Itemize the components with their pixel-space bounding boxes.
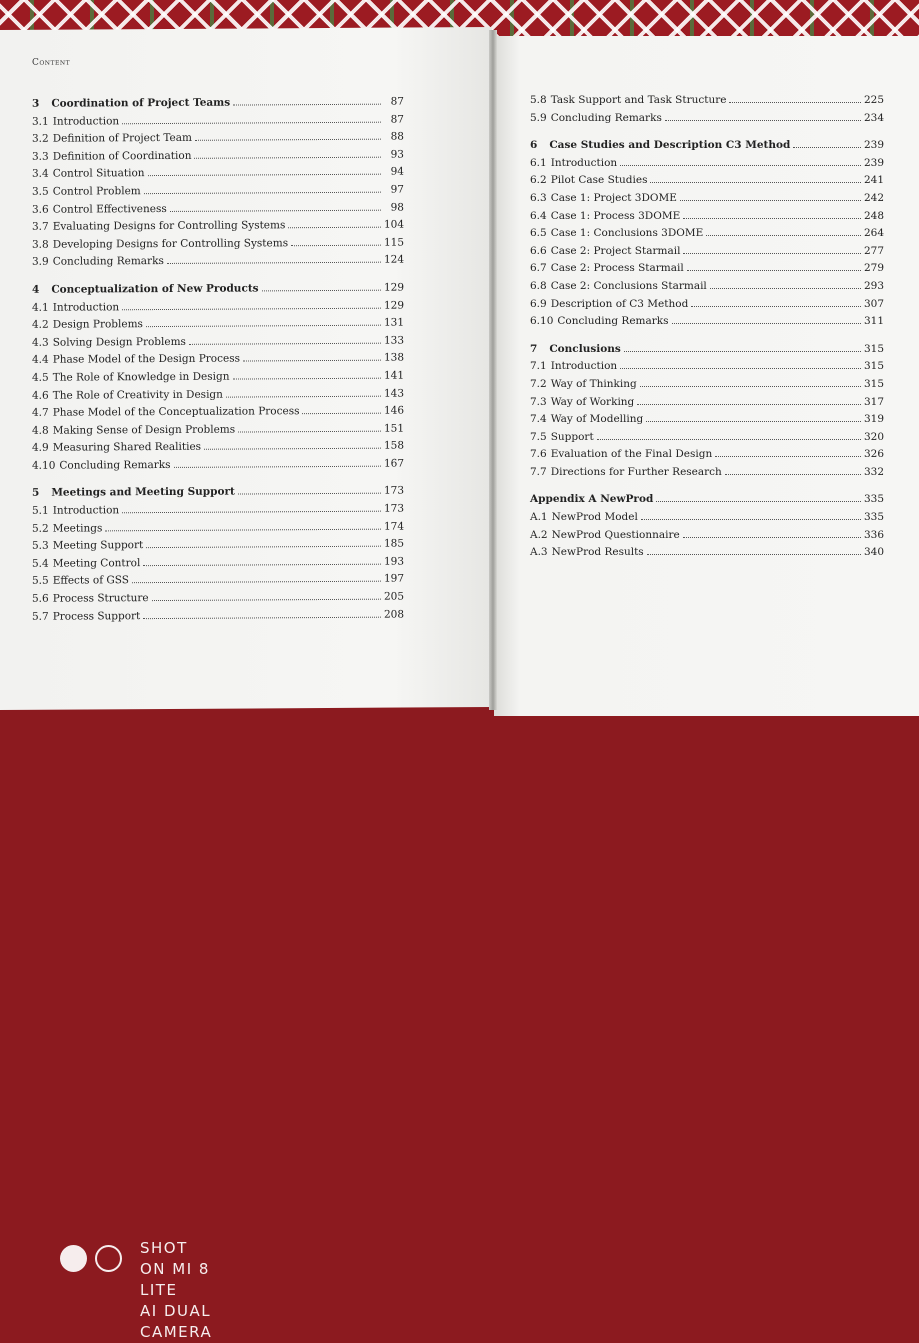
toc-entry-number: 5 [32, 487, 40, 500]
toc-leader-dots [238, 493, 381, 495]
toc-section-entry [32, 201, 404, 221]
toc-section-entry [530, 174, 884, 192]
book-gutter [489, 30, 497, 710]
toc-entry-number: 5.9 [530, 111, 547, 124]
toc-leader-dots [302, 413, 381, 414]
toc-entry-number: 3.5 [32, 185, 49, 198]
toc-section-entry [32, 299, 404, 319]
toc-entry-number: 4.9 [32, 441, 49, 455]
toc-entry-page: 173 [384, 502, 405, 515]
toc-section-entry [530, 360, 884, 378]
toc-leader-dots [620, 368, 861, 369]
toc-entry-page: 336 [864, 528, 885, 541]
toc-leader-dots [144, 192, 381, 194]
toc-entry-page: 151 [384, 422, 405, 435]
right-page [494, 36, 919, 716]
toc-entry-page: 133 [384, 334, 405, 347]
toc-entry-page: 239 [864, 139, 885, 152]
toc-entry-page: 97 [390, 183, 404, 196]
toc-entry-page: 167 [384, 457, 405, 470]
toc-entry-title: NewProd Results [551, 546, 644, 559]
toc-entry-number: 6.10 [530, 315, 554, 328]
toc-entry-page: 146 [384, 404, 405, 417]
toc-leader-dots [194, 156, 381, 158]
toc-entry-number: 3 [32, 97, 40, 110]
toc-leader-dots [243, 360, 381, 362]
toc-entry-title: Meetings [52, 522, 103, 535]
toc-leader-dots [680, 200, 861, 201]
toc-leader-dots [148, 174, 381, 176]
toc-leader-dots [706, 235, 861, 236]
toc-section-entry [32, 113, 404, 133]
toc-leader-dots [647, 554, 861, 555]
toc-entry-title: Solving Design Problems [52, 335, 186, 349]
toc-entry-number: 7.6 [530, 448, 547, 461]
toc-entry-number: 7 [530, 342, 538, 355]
toc-entry-number: 3.3 [32, 150, 49, 163]
toc-leader-dots [288, 227, 381, 229]
toc-entry-title: Case 2: Process Starmail [550, 262, 684, 275]
toc-entry-page: 326 [864, 448, 885, 461]
toc-leader-dots [226, 395, 381, 397]
toc-entry-number: A.2 [530, 528, 548, 541]
watermark-dot-icon [60, 1245, 87, 1272]
toc-chapter-entry [530, 139, 884, 157]
toc-entry-page: 320 [864, 430, 885, 443]
toc-section-entry [32, 422, 404, 442]
toc-entry-title: Introduction [52, 504, 120, 517]
toc-section-entry [32, 184, 404, 204]
toc-leader-dots [132, 581, 381, 584]
toc-section-entry [32, 538, 404, 558]
toc-section-entry [32, 503, 404, 523]
toc-entry-page: 332 [864, 465, 885, 478]
toc-entry-number: 5.5 [32, 575, 49, 588]
toc-entry-page: 185 [384, 537, 405, 550]
toc-entry-number: 6.9 [530, 297, 547, 310]
toc-entry-number: A.1 [530, 511, 548, 524]
toc-section-entry [32, 608, 404, 628]
toc-section-entry [32, 387, 404, 407]
toc-entry-title: Conceptualization of New Products [51, 282, 259, 296]
toc-entry-page: 335 [864, 511, 885, 524]
toc-entry-title: Case Studies and Description C3 Method [549, 139, 791, 152]
toc-section-entry [32, 369, 404, 389]
toc-entry-title: Support [550, 430, 594, 443]
toc-leader-dots [291, 244, 381, 246]
toc-leader-dots [793, 147, 861, 148]
toc-section-entry [530, 466, 884, 484]
toc-entry-title: NewProd Model [551, 511, 638, 524]
toc-section-entry [530, 413, 884, 431]
toc-entry-number: 4.3 [32, 336, 49, 349]
toc-entry-number: 5.1 [32, 504, 49, 517]
toc-leader-dots [641, 519, 861, 520]
toc-leader-dots [725, 474, 861, 475]
toc-section-entry [32, 573, 404, 593]
toc-entry-number: 5.7 [32, 610, 49, 623]
toc-entry-title: Evaluating Designs for Controlling Systems [52, 219, 286, 233]
toc-section-entry [530, 192, 884, 210]
toc-entry-title: The Role of Creativity in Design [52, 388, 223, 402]
toc-leader-dots [597, 439, 861, 440]
toc-entry-title: Task Support and Task Structure [550, 94, 727, 106]
toc-entry-title: Definition of Coordination [52, 149, 192, 163]
toc-entry-number: 4.5 [32, 371, 49, 384]
toc-section-entry [32, 440, 404, 460]
toc-entry-page: 88 [390, 130, 404, 143]
toc-section-entry [530, 431, 884, 449]
toc-section-entry [32, 317, 404, 337]
toc-entry-title: Definition of Project Team [52, 132, 192, 145]
toc-entry-page: 317 [864, 395, 885, 408]
toc-section-entry [530, 210, 884, 228]
toc-entry-page: 94 [390, 165, 404, 178]
toc-leader-dots [262, 290, 381, 292]
toc-entry-page: 277 [864, 244, 885, 257]
toc-entry-title: Concluding Remarks [557, 315, 669, 328]
toc-leader-dots [650, 182, 861, 183]
toc-entry-title: Meeting Support [52, 539, 144, 552]
toc-left [32, 86, 404, 628]
toc-section-entry [530, 112, 884, 130]
toc-entry-number: 6.4 [530, 209, 547, 222]
toc-section-entry [32, 352, 404, 372]
toc-entry-page: 315 [864, 360, 885, 373]
toc-section-entry [32, 219, 404, 239]
toc-entry-title: The Role of Knowledge in Design [52, 370, 230, 384]
toc-entry-page: 208 [384, 608, 405, 621]
toc-entry-number: 6 [530, 139, 538, 152]
toc-entry-title: Design Problems [52, 318, 143, 331]
toc-leader-dots [656, 501, 861, 502]
toc-leader-dots [143, 564, 381, 566]
toc-entry-title: Conclusions [549, 342, 621, 355]
toc-entry-number: 7.1 [530, 360, 547, 373]
toc-leader-dots [152, 599, 381, 601]
toc-section-entry [530, 448, 884, 466]
watermark-ring-icon [95, 1245, 122, 1272]
watermark-line2: AI DUAL CAMERA [140, 1302, 213, 1341]
toc-entry-title: Control Effectiveness [52, 202, 167, 216]
toc-entry-page: 242 [864, 191, 885, 204]
toc-entry-title: Process Support [52, 609, 141, 623]
toc-entry-title: Phase Model of the Conceptualization Process [52, 405, 300, 419]
toc-leader-dots [122, 307, 381, 310]
toc-section-entry [530, 529, 884, 547]
toc-entry-title: Concluding Remarks [550, 111, 662, 124]
toc-entry-title: Introduction [52, 300, 120, 314]
toc-entry-page: 248 [864, 209, 885, 222]
toc-section-entry [32, 334, 404, 354]
toc-section-entry [32, 236, 404, 256]
toc-entry-number: 4.10 [32, 459, 56, 472]
toc-entry-title: Introduction [550, 156, 618, 169]
toc-entry-number: 6.5 [530, 227, 547, 240]
toc-entry-title: Case 2: Project Starmail [550, 244, 681, 257]
toc-entry-number: 4.7 [32, 406, 49, 419]
toc-chapter-entry [530, 343, 884, 361]
toc-entry-page: 115 [384, 236, 405, 249]
toc-section-entry [530, 315, 884, 333]
toc-entry-page: 124 [384, 253, 405, 266]
toc-entry-number: 3.1 [32, 115, 49, 128]
toc-leader-dots [637, 404, 861, 405]
toc-leader-dots [105, 528, 381, 531]
toc-leader-dots [122, 511, 381, 514]
toc-section-entry [32, 520, 404, 540]
toc-entry-number: 4.2 [32, 318, 49, 331]
toc-entry-page: 315 [864, 377, 885, 390]
toc-entry-number: 5.3 [32, 539, 49, 553]
toc-entry-title: Developing Designs for Controlling Systems [52, 236, 289, 251]
toc-entry-title: Way of Working [550, 395, 635, 408]
toc-leader-dots [646, 421, 861, 422]
toc-entry-page: 234 [864, 111, 885, 124]
toc-entry-page: 307 [864, 297, 885, 310]
toc-leader-dots [189, 342, 381, 344]
toc-entry-number: 7.3 [530, 395, 547, 408]
toc-right [530, 94, 884, 564]
toc-leader-dots [691, 306, 861, 307]
toc-section-entry [32, 254, 404, 274]
toc-leader-dots [640, 386, 861, 387]
toc-entry-page: 264 [864, 227, 885, 240]
toc-entry-title: Case 1: Process 3DOME [550, 209, 681, 222]
toc-entry-title: Meetings and Meeting Support [51, 486, 235, 500]
toc-leader-dots [683, 253, 861, 254]
toc-entry-title: Case 2: Conclusions Starmail [550, 279, 707, 292]
toc-section-entry [530, 227, 884, 245]
toc-entry-title: Way of Thinking [550, 377, 637, 390]
toc-leader-dots [233, 104, 381, 106]
toc-entry-number: 3.4 [32, 168, 49, 181]
toc-entry-page: 129 [384, 281, 405, 294]
toc-entry-page: 98 [390, 201, 404, 214]
running-header: Content [32, 57, 71, 68]
toc-entry-page: 239 [864, 156, 885, 169]
toc-entry-title: Measuring Shared Realities [52, 441, 202, 454]
toc-entry-page: 193 [384, 555, 405, 568]
toc-entry-page: 174 [384, 520, 405, 533]
toc-entry-title: NewProd Questionnaire [551, 528, 680, 541]
toc-section-entry [32, 131, 404, 151]
toc-entry-title: Directions for Further Research [550, 465, 722, 478]
toc-entry-number: 4.8 [32, 424, 49, 437]
toc-entry-number: 7.2 [530, 377, 547, 390]
toc-entry-title: Pilot Case Studies [550, 174, 648, 187]
toc-entry-page: 93 [390, 148, 404, 161]
toc-chapter-entry [32, 96, 404, 116]
toc-entry-number: 3.7 [32, 220, 49, 233]
toc-entry-number: 5.6 [32, 592, 49, 605]
toc-entry-page: 205 [384, 590, 405, 603]
toc-leader-dots [195, 139, 381, 141]
toc-leader-dots [238, 430, 381, 432]
toc-leader-dots [710, 288, 861, 289]
toc-entry-number: 6.6 [530, 244, 547, 257]
toc-section-entry [32, 555, 404, 575]
toc-entry-number: 7.5 [530, 430, 547, 443]
toc-entry-title: Control Situation [52, 167, 145, 181]
toc-entry-number: 6.8 [530, 279, 547, 292]
toc-entry-title: Case 1: Conclusions 3DOME [550, 227, 704, 240]
toc-leader-dots [683, 537, 861, 538]
toc-section-entry [530, 378, 884, 396]
toc-entry-number: 5.4 [32, 557, 49, 570]
toc-entry-number: 6.7 [530, 262, 547, 275]
toc-section-entry [530, 94, 884, 112]
toc-entry-title: Case 1: Project 3DOME [550, 191, 677, 204]
toc-leader-dots [146, 325, 381, 327]
toc-leader-dots [122, 121, 381, 124]
toc-entry-number: 4.1 [32, 301, 49, 314]
toc-entry-number: 4.6 [32, 389, 49, 402]
toc-chapter-entry [32, 281, 404, 301]
toc-entry-page: 158 [384, 439, 405, 452]
toc-entry-number: 5.8 [530, 94, 547, 106]
toc-leader-dots [672, 323, 861, 324]
toc-leader-dots [620, 165, 861, 166]
toc-entry-title: Making Sense of Design Problems [52, 423, 236, 437]
toc-leader-dots [204, 448, 381, 450]
toc-entry-title: Concluding Remarks [52, 255, 164, 269]
toc-entry-page: 319 [864, 413, 885, 426]
toc-entry-title: Introduction [52, 114, 120, 128]
toc-entry-page: 138 [384, 351, 405, 364]
toc-leader-dots [715, 456, 861, 457]
toc-entry-page: 279 [864, 262, 885, 275]
toc-entry-title: Introduction [550, 360, 618, 373]
toc-entry-page: 104 [384, 218, 405, 231]
toc-chapter-entry [32, 485, 404, 505]
toc-entry-title: Control Problem [52, 185, 141, 198]
toc-entry-number: 4 [32, 283, 40, 296]
toc-leader-dots [174, 466, 381, 468]
toc-section-entry [530, 396, 884, 414]
toc-entry-page: 241 [864, 174, 885, 187]
toc-chapter-entry [530, 493, 884, 511]
toc-entry-title: Phase Model of the Design Process [52, 352, 240, 366]
toc-entry-number: 6.2 [530, 174, 547, 187]
toc-section-entry [530, 245, 884, 263]
toc-leader-dots [143, 616, 381, 618]
toc-section-entry [32, 166, 404, 186]
toc-entry-number: 3.2 [32, 132, 49, 145]
toc-entry-title: Concluding Remarks [59, 458, 171, 472]
toc-entry-title: Description of C3 Method [550, 297, 689, 310]
toc-leader-dots [687, 270, 861, 271]
toc-entry-title: Evaluation of the Final Design [550, 448, 713, 461]
toc-section-entry [530, 511, 884, 529]
toc-section-entry [530, 298, 884, 316]
toc-entry-title: Appendix A NewProd [530, 493, 654, 506]
toc-section-entry [530, 262, 884, 280]
toc-leader-dots [683, 218, 861, 219]
toc-leader-dots [170, 209, 381, 211]
toc-entry-page: 129 [384, 299, 405, 312]
toc-entry-title: Effects of GSS [52, 574, 130, 588]
toc-section-entry [32, 591, 404, 611]
toc-entry-title: Coordination of Project Teams [51, 96, 231, 110]
toc-entry-title: Meeting Control [52, 556, 141, 570]
toc-entry-number: 3.8 [32, 238, 49, 251]
toc-entry-page: 225 [864, 94, 885, 106]
toc-entry-page: 340 [864, 546, 885, 559]
toc-entry-page: 141 [384, 369, 405, 382]
toc-entry-number: 6.3 [530, 191, 547, 204]
toc-entry-page: 197 [384, 572, 405, 586]
toc-entry-number: 5.2 [32, 522, 49, 535]
toc-entry-page: 311 [864, 315, 885, 328]
toc-entry-title: Process Structure [52, 592, 149, 605]
toc-section-entry [32, 405, 404, 425]
toc-entry-page: 131 [384, 316, 405, 329]
toc-entry-number: 7.4 [530, 413, 547, 426]
toc-entry-number: 6.1 [530, 156, 547, 169]
toc-entry-page: 315 [864, 342, 885, 355]
toc-section-entry [530, 157, 884, 175]
toc-entry-number: 3.6 [32, 203, 49, 216]
toc-entry-page: 173 [384, 485, 405, 498]
toc-section-entry [530, 546, 884, 564]
toc-leader-dots [665, 120, 861, 121]
left-page [0, 27, 492, 710]
toc-leader-dots [146, 546, 381, 548]
toc-entry-number: 3.9 [32, 256, 49, 269]
toc-section-entry [32, 457, 404, 477]
toc-leader-dots [624, 351, 861, 352]
toc-entry-page: 293 [864, 279, 885, 292]
toc-entry-page: 87 [390, 95, 404, 108]
toc-section-entry [32, 148, 404, 168]
toc-entry-page: 143 [384, 387, 405, 400]
toc-section-entry [530, 280, 884, 298]
toc-entry-number: A.3 [530, 546, 548, 559]
toc-entry-title: Way of Modelling [550, 413, 644, 426]
toc-entry-number: 7.7 [530, 465, 547, 478]
toc-entry-page: 335 [864, 493, 885, 506]
toc-leader-dots [233, 378, 381, 380]
toc-leader-dots [729, 102, 861, 103]
toc-entry-page: 87 [390, 113, 404, 126]
toc-entry-number: 4.4 [32, 354, 49, 367]
watermark-line1: SHOT ON MI 8 LITE [140, 1239, 210, 1299]
toc-leader-dots [167, 262, 381, 264]
